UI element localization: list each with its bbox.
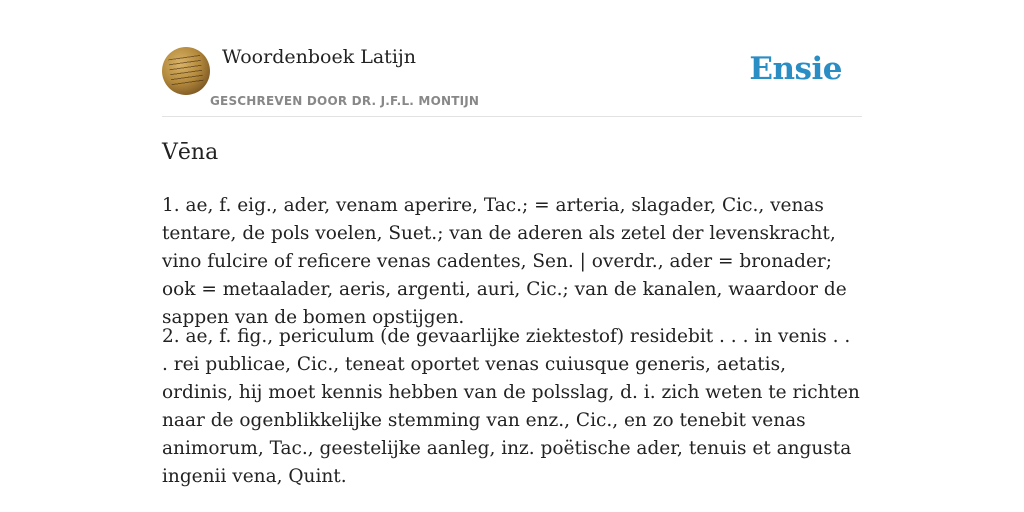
definition-paragraph: 2. ae, f. fig., periculum (de gevaarlijke ziektestof) residebit . . . in venis . . . rei publicae, Cic., teneat oportet venas cuiusque generis, aetatis, ordinis, hij moet kennis hebben van de polsslag, d. i. zich weten te richten naar de ogenblikkelijke stemming van enz., Cic., en zo tenebit venas animorum, Tac., geestelijke aanleg, inz. poëtische ader, tenuis et angusta ingenii vena, Quint. (162, 326, 860, 487)
header (162, 0, 862, 117)
coin-inscription (168, 55, 204, 87)
headword: Vēna (162, 140, 219, 165)
author-byline: GESCHREVEN DOOR DR. J.F.L. MONTIJN (210, 94, 480, 108)
book-title[interactable]: Woordenboek Latijn (222, 46, 417, 68)
page (162, 0, 862, 512)
definition-paragraph: 1. ae, f. eig., ader, venam aperire, Tac.; = arteria, slagader, Cic., venas tentare, de pols voelen, Suet.; van de aderen als zetel der levenskracht, vino fulcire of reficere venas cadentes, Sen. | overdr., ader = bronader; ook = metaalader, aeris, argenti, auri, Cic.; van de kanalen, waardoor de sappen van de bomen opstijgen. (162, 195, 847, 328)
coin-logo-icon[interactable] (162, 47, 210, 95)
brand-logo[interactable]: Ensie (749, 51, 842, 87)
